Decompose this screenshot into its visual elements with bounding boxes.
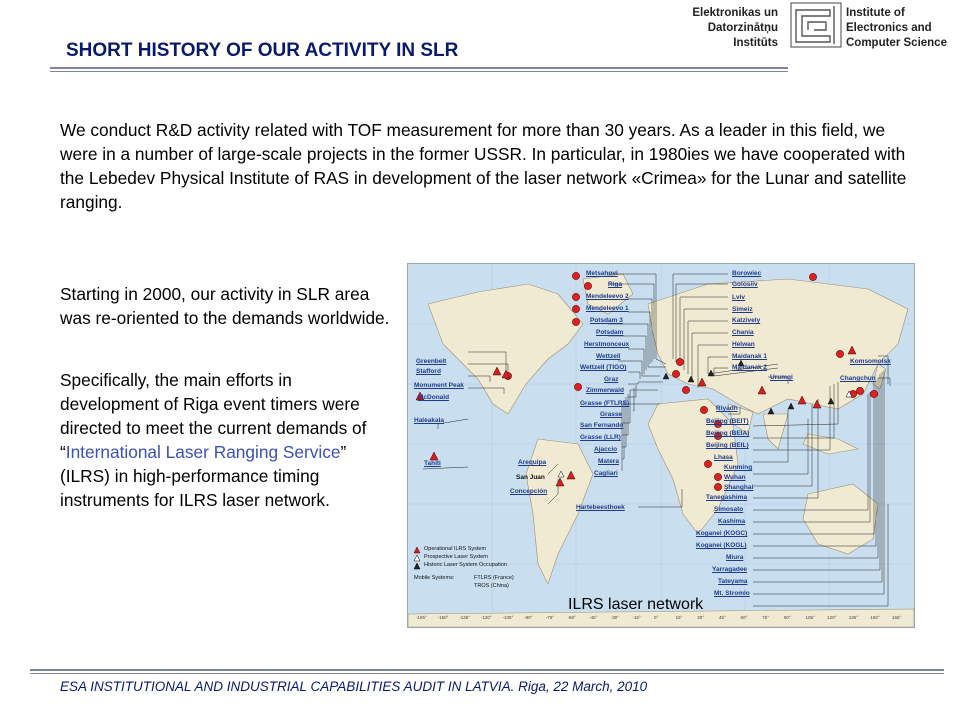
station-label: San Fernando (580, 422, 624, 429)
ilrs-network-map (407, 263, 915, 628)
station-label: San Juan (516, 474, 545, 481)
legend-prospective: Prospective Laser System (424, 554, 488, 560)
footer-rule (30, 669, 944, 671)
station-label: Simosato (714, 506, 744, 513)
legend-operational: Operational ILRS System (424, 546, 487, 552)
efforts-paragraph (60, 368, 395, 512)
longitude-tick-label: -60° (567, 615, 576, 620)
longitude-tick-label: 105° (805, 615, 815, 620)
station-label: Mendeleevo 1 (586, 305, 629, 312)
institute-name-english (846, 6, 958, 51)
station-label: Changchun (840, 375, 876, 382)
longitude-tick-label: -120° (480, 615, 492, 620)
longitude-tick-label: -15° (632, 615, 641, 620)
longitude-tick-label: 45° (718, 615, 726, 620)
reorientation-paragraph: Starting in 2000, our activity in SLR area was re-oriented to the demands worldwide. (60, 284, 390, 328)
logo-en-line-2: Electronics and (846, 22, 932, 34)
ilrs-link[interactable]: International Laser Ranging Service (65, 442, 341, 462)
station-label: Lviv (732, 294, 746, 301)
station-label: Haleakala (414, 417, 444, 424)
station-label: Urumqi (770, 374, 793, 381)
longitude-tick-label: 30° (697, 615, 705, 620)
station-label: Grasse (FTLRS) (580, 400, 630, 407)
legend-mobile-tros: TROS (China) (474, 583, 509, 589)
logo-lv-line-2: Datorzinātņu (707, 22, 778, 34)
institute-name-latvian (660, 6, 778, 51)
logo-lv-line-1: Elektronikas un (692, 7, 778, 19)
station-label: Herstmonceux (584, 341, 630, 348)
station-label: Monument Peak (414, 382, 464, 389)
station-label: Cagliari (594, 470, 618, 477)
station-label: Grasse (600, 411, 623, 418)
station-label: Grasse (LLR) (580, 434, 621, 441)
longitude-tick-label: -75° (545, 615, 555, 620)
station-label: Tahiti (424, 460, 441, 467)
station-label: Kunming (724, 464, 753, 471)
longitude-tick-label: -90° (524, 615, 533, 620)
station-label: Katzively (732, 317, 761, 324)
longitude-tick-label: -30° (610, 615, 620, 620)
station-label: Chania (732, 329, 754, 336)
footer-rule-thin (30, 673, 944, 674)
title-underline (50, 67, 788, 69)
station-label: Concepción (510, 488, 548, 495)
station-label: Metsahovi (586, 270, 618, 277)
station-label: Wuhan (724, 474, 746, 481)
longitude-tick-label: 120° (827, 615, 837, 620)
station-label: Golosiiv (732, 281, 758, 288)
station-label: Riga (608, 281, 623, 288)
station-label: Hartebeesthoek (576, 504, 625, 511)
station-label: Beijing (BEIL) (706, 442, 749, 449)
map-caption: ILRS laser network (568, 596, 704, 613)
station-label: Beijing (BEIA) (706, 430, 750, 437)
station-label: Shanghai (724, 484, 754, 491)
station-label: Kashima (718, 518, 746, 525)
station-label: Riyadh (716, 405, 738, 412)
station-label: Matera (598, 458, 619, 465)
station-label: Mt. Stromlo (714, 590, 750, 597)
station-label: Koganei (KOGC) (696, 530, 748, 537)
station-label: Potsdam 3 (590, 317, 623, 324)
efforts-text-a: Specifically, the main efforts in development of Riga event timers were directed to meet the current demands of “ (60, 370, 367, 462)
station-label: Lhasa (714, 454, 733, 461)
longitude-tick-label: -105° (502, 615, 514, 620)
station-label: Greenbelt (416, 358, 447, 365)
station-label: Yarragadee (712, 566, 748, 573)
station-label: Helwan (732, 341, 755, 348)
logo-lv-line-3: Institūts (733, 37, 778, 49)
station-label: Wettzell (596, 353, 621, 360)
world-map-background (408, 264, 914, 627)
logo-en-line-3: Computer Science (846, 37, 947, 49)
legend-historic: Historic Laser System Occupation (424, 562, 507, 568)
longitude-tick-label: -45° (589, 615, 598, 620)
station-label: McDonald (418, 394, 450, 401)
longitude-tick-label: 0° (654, 615, 659, 620)
efforts-text-b: ” (ILRS) in high-performance timing instruments for ILRS laser network. (60, 442, 347, 510)
longitude-tick-label: 135° (848, 615, 859, 620)
station-label: Komsomolsk (850, 358, 891, 365)
station-label: Maidanak 2 (732, 364, 768, 371)
longitude-tick-label: 150° (870, 615, 880, 620)
station-label: Miura (726, 554, 744, 561)
logo-en-line-1: Institute of (846, 7, 905, 19)
station-label: Graz (604, 376, 619, 383)
station-label: Stafford (416, 368, 441, 375)
station-label: Borowiec (732, 270, 762, 277)
longitude-tick-label: 75° (762, 615, 769, 620)
title-underline-thin (50, 71, 788, 72)
station-label: Maidanak 1 (732, 353, 768, 360)
station-label: Beijing (BEIT) (706, 418, 749, 425)
longitude-tick-label: 90° (783, 615, 791, 620)
station-label: Wettzell (TIGO) (580, 364, 627, 371)
station-label: Tanegashima (706, 494, 748, 501)
longitude-tick-label: -135° (459, 615, 471, 620)
longitude-tick-label: 60° (740, 615, 748, 620)
station-label: Ajaccio (594, 446, 618, 453)
station-label: Mendeleevo 2 (586, 293, 629, 300)
institute-logo-icon (790, 2, 842, 48)
station-label: Simeiz (732, 306, 753, 313)
longitude-tick-label: -150° (437, 615, 449, 620)
station-label: Potsdam (596, 329, 624, 336)
longitude-tick-label: 165° (892, 615, 902, 620)
legend-mobile-ftlrs: FTLRS (France) (474, 575, 514, 581)
intro-paragraph: We conduct R&D activity related with TOF measurement for more than 30 years. As a leader in this field, we were in a number of large-scale projects in the former USSR. In particular, in 1980ies we have cooperated with the Lebedev Physical Institute of RAS in development of the laser network «Crimea» for the Lunar and satellite ranging. (60, 120, 907, 212)
longitude-tick-label: 15° (675, 615, 683, 620)
page-title: SHORT HISTORY OF OUR ACTIVITY IN SLR (66, 40, 459, 61)
longitude-tick-label: -165° (416, 615, 427, 620)
station-label: Tateyama (718, 578, 748, 585)
station-label: Arequipa (518, 459, 547, 466)
legend-mobile-label: Mobile Systems: (414, 575, 455, 581)
station-label: Koganei (KOGL) (696, 542, 747, 549)
footer-text: ESA INSTITUTIONAL AND INDUSTRIAL CAPABILITIES AUDIT IN LATVIA. Riga, 22 March, 2010 (60, 679, 648, 694)
station-label: Zimmerwald (586, 387, 624, 394)
